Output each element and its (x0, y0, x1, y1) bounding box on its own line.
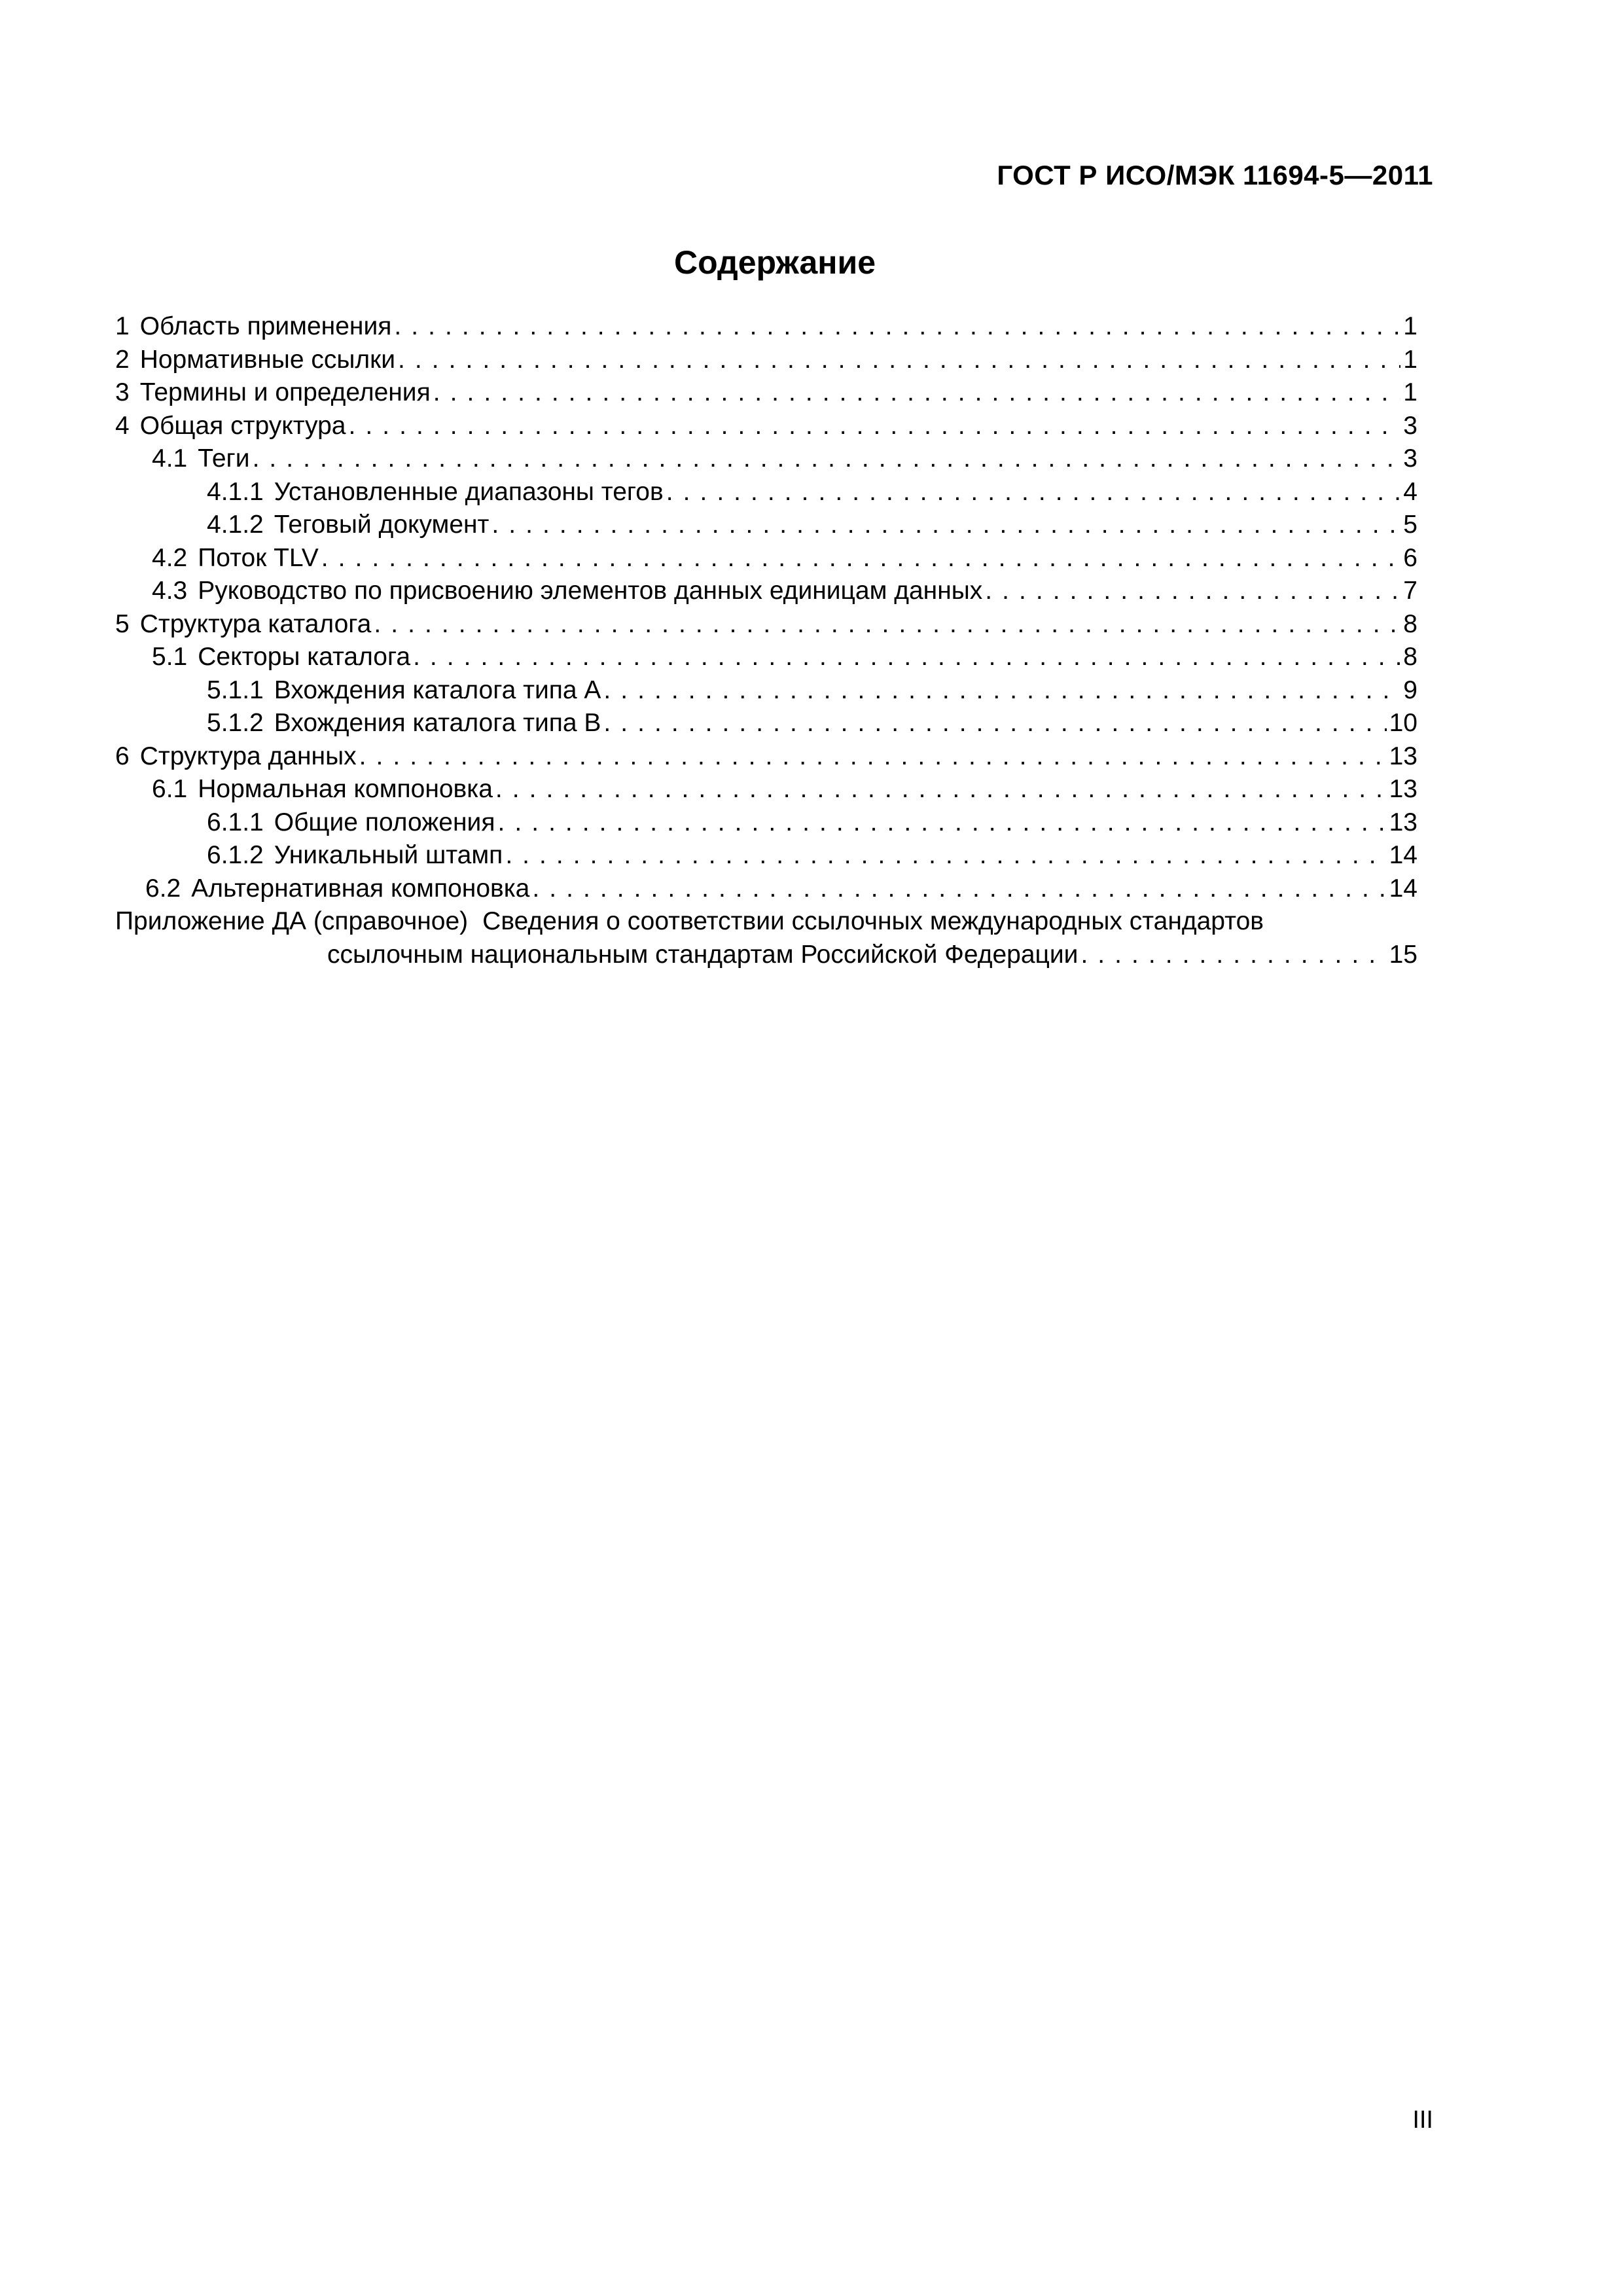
toc-entry-number: 1 (115, 312, 130, 340)
toc-entry-page: 8 (1403, 643, 1418, 671)
toc-entry-page: 1 (1403, 345, 1418, 374)
toc-annex-entry[interactable] (115, 905, 1418, 939)
toc-entry[interactable] (115, 608, 1418, 641)
toc-entry-title: Термины и определения (139, 378, 431, 406)
toc-entry-number: 6.1.2 (207, 841, 264, 869)
toc-entry-page: 4 (1403, 477, 1418, 506)
toc-entry-number: 6.2 (145, 874, 181, 903)
toc-entry[interactable] (115, 310, 1418, 344)
toc-entry[interactable] (115, 707, 1418, 740)
toc-entry[interactable] (115, 376, 1418, 410)
page-number: III (1412, 2106, 1433, 2134)
dot-leader (413, 641, 1400, 674)
toc-entry-title: Вхождения каталога типа А (274, 675, 601, 704)
toc-entry-number: 6 (115, 742, 130, 770)
dot-leader (398, 344, 1400, 377)
dot-leader (394, 310, 1400, 344)
toc-entry-page: 13 (1389, 808, 1418, 836)
toc-entry-page: 3 (1403, 444, 1418, 473)
toc-entry-number: 4.3 (152, 577, 188, 605)
dot-leader (374, 608, 1400, 641)
dot-leader (1080, 939, 1386, 972)
toc-entry-number: 5 (115, 609, 130, 638)
dot-leader (348, 410, 1400, 443)
toc-entry-title: Альтернативная компоновка (191, 874, 530, 903)
dot-leader (321, 542, 1401, 575)
toc-entry-page: 5 (1403, 511, 1418, 539)
toc-entry-title: Установленные диапазоны тегов (274, 477, 664, 506)
dot-leader (359, 740, 1387, 774)
dot-leader (433, 376, 1401, 410)
toc-entry-page: 10 (1389, 709, 1418, 737)
toc-entry-number: 4 (115, 411, 130, 440)
dot-leader (603, 707, 1386, 740)
toc-entry[interactable] (115, 509, 1418, 542)
toc-entry[interactable] (115, 773, 1418, 806)
toc-entry-page: 14 (1389, 874, 1418, 903)
toc-entry-page: 3 (1403, 411, 1418, 440)
dot-leader (603, 674, 1400, 708)
dot-leader (666, 476, 1401, 509)
toc-entry-page: 1 (1403, 378, 1418, 406)
toc-entry[interactable] (115, 740, 1418, 774)
toc-entry[interactable] (115, 839, 1418, 872)
annex-title-line2: ссылочным национальным стандартам Российской Федерации (327, 940, 1079, 969)
toc-entry[interactable] (115, 344, 1418, 377)
toc-entry-number: 4.1 (152, 444, 188, 473)
toc-entry-number: 6.1 (152, 775, 188, 803)
toc-entry-title: Нормативные ссылки (139, 345, 395, 374)
annex-label: Приложение ДА (справочное) (115, 907, 469, 935)
toc-title: Содержание (673, 244, 876, 281)
toc-entry-number: 5.1.2 (207, 709, 264, 737)
toc-entry-title: Область применения (139, 312, 392, 340)
toc-entry[interactable] (115, 542, 1418, 575)
toc-entry[interactable] (115, 575, 1418, 608)
dot-leader (985, 575, 1400, 608)
toc-entry-title: Теги (198, 444, 250, 473)
toc-entry-title: Руководство по присвоению элементов данных единицам данных (198, 577, 983, 605)
toc-entry-page: 1 (1403, 312, 1418, 340)
toc-entry[interactable] (115, 674, 1418, 708)
toc-entry-number: 4.1.2 (207, 511, 264, 539)
toc-entry-title: Нормальная компоновка (198, 775, 493, 803)
standard-code: ГОСТ Р ИСО/МЭК 11694-5—2011 (997, 160, 1433, 190)
toc-entry-number: 5.1.1 (207, 675, 264, 704)
toc-entry-title: Общая структура (139, 411, 346, 440)
toc-entry[interactable] (115, 806, 1418, 840)
toc-entry-page: 15 (1389, 940, 1418, 969)
toc-entry[interactable] (115, 641, 1418, 674)
dot-leader (505, 839, 1386, 872)
toc-entry-page: 13 (1389, 742, 1418, 770)
toc-entry-title: Структура данных (139, 742, 357, 770)
toc-entry-page: 13 (1389, 775, 1418, 803)
toc-annex-entry-continued[interactable] (115, 939, 1418, 972)
toc-entry-title: Вхождения каталога типа В (274, 709, 601, 737)
toc-entry-page: 7 (1403, 577, 1418, 605)
toc-entry[interactable] (115, 476, 1418, 509)
annex-title-line1: Сведения о соответствии ссылочных международных стандартов (482, 907, 1264, 935)
toc-entry-page: 6 (1403, 543, 1418, 572)
dot-leader (253, 442, 1401, 476)
dot-leader (491, 509, 1400, 542)
toc-entry-page: 14 (1389, 841, 1418, 869)
table-of-contents (115, 310, 1418, 971)
dot-leader (497, 806, 1386, 840)
dot-leader (495, 773, 1387, 806)
toc-entry-number: 5.1 (152, 643, 188, 671)
toc-entry-number: 2 (115, 345, 130, 374)
toc-entry-title: Теговый документ (274, 511, 490, 539)
toc-entry-title: Уникальный штамп (274, 841, 503, 869)
toc-entry-number: 4.1.1 (207, 477, 264, 506)
toc-entry-number: 3 (115, 378, 130, 406)
toc-entry-page: 8 (1403, 609, 1418, 638)
toc-entry-number: 6.1.1 (207, 808, 264, 836)
toc-entry-title: Поток TLV (198, 543, 319, 572)
toc-entry-title: Секторы каталога (198, 643, 411, 671)
dot-leader (532, 872, 1386, 906)
toc-entry[interactable] (115, 410, 1418, 443)
toc-entry-title: Общие положения (274, 808, 495, 836)
toc-entry[interactable] (115, 442, 1418, 476)
toc-entry[interactable] (115, 872, 1418, 906)
toc-entry-title: Структура каталога (139, 609, 372, 638)
toc-entry-number: 4.2 (152, 543, 188, 572)
toc-entry-page: 9 (1403, 675, 1418, 704)
